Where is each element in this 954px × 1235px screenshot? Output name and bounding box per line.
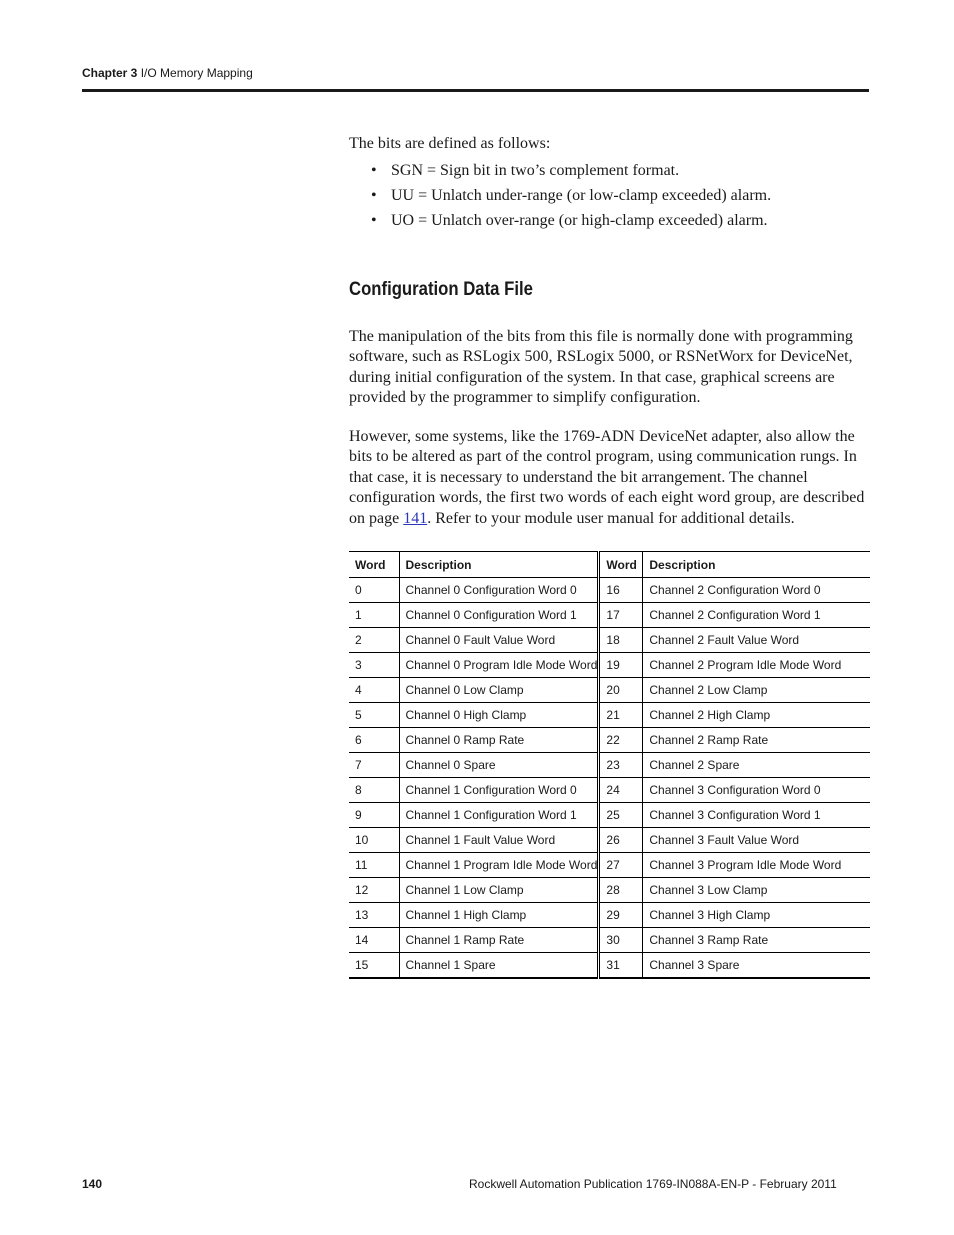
cell-description: Channel 1 Configuration Word 1 [399, 803, 599, 828]
cell-description: Channel 0 Fault Value Word [399, 628, 599, 653]
running-header [82, 66, 869, 80]
cell-description: Channel 3 Fault Value Word [643, 828, 870, 853]
cell-word: 4 [349, 678, 399, 703]
paragraph-programming: The manipulation of the bits from this file is normally done with programming software, such as RSLogix 500, RSLogix 5000, or RSNetWorx for DeviceNet, during initial configuration of the system. In that case, graphical screens are provided by the programmer to simplify configuration. [349, 328, 853, 407]
cell-word: 3 [349, 653, 399, 678]
cell-description: Channel 3 Low Clamp [643, 878, 870, 903]
cell-word: 0 [349, 578, 399, 603]
column-header-word: Word [599, 552, 643, 578]
cell-word: 26 [599, 828, 643, 853]
cell-description: Channel 2 Low Clamp [643, 678, 870, 703]
table-row [349, 778, 870, 803]
table-row [349, 603, 870, 628]
table-row [349, 703, 870, 728]
cell-word: 8 [349, 778, 399, 803]
table-row [349, 828, 870, 853]
list-item: • UU = Unlatch under-range (or low-clamp exceeded) alarm. [349, 183, 871, 208]
cell-description: Channel 0 Low Clamp [399, 678, 599, 703]
column-header-word: Word [349, 552, 399, 578]
cell-description: Channel 3 Configuration Word 0 [643, 778, 870, 803]
table-row [349, 878, 870, 903]
cell-word: 15 [349, 953, 399, 979]
cell-description: Channel 0 Configuration Word 0 [399, 578, 599, 603]
cell-word: 11 [349, 853, 399, 878]
cell-description: Channel 0 Configuration Word 1 [399, 603, 599, 628]
cell-description: Channel 3 Configuration Word 1 [643, 803, 870, 828]
cell-word: 19 [599, 653, 643, 678]
table-row [349, 803, 870, 828]
cell-word: 29 [599, 903, 643, 928]
cell-word: 6 [349, 728, 399, 753]
cell-word: 18 [599, 628, 643, 653]
cell-description: Channel 2 Configuration Word 1 [643, 603, 870, 628]
table-row [349, 728, 870, 753]
table-row [349, 753, 870, 778]
table-row [349, 678, 870, 703]
cell-description: Channel 3 Spare [643, 953, 870, 979]
cell-description: Channel 1 Fault Value Word [399, 828, 599, 853]
table-row [349, 628, 870, 653]
cell-description: Channel 2 Fault Value Word [643, 628, 870, 653]
cell-word: 22 [599, 728, 643, 753]
cell-description: Channel 2 Configuration Word 0 [643, 578, 870, 603]
cell-word: 27 [599, 853, 643, 878]
cell-description: Channel 1 High Clamp [399, 903, 599, 928]
cell-word: 23 [599, 753, 643, 778]
cell-description: Channel 2 Program Idle Mode Word [643, 653, 870, 678]
paragraph-text: However, some systems, like the 1769-ADN DeviceNet adapter, also allow the bits to be altered as part of the control program, using communication rungs. In that case, it is necessary to understand the bit arrangement. The channel configuration words, the first two words of each eight word group, are described on page [349, 428, 865, 527]
table-header-row [349, 552, 870, 578]
column-header-description: Description [643, 552, 870, 578]
publication-info: Rockwell Automation Publication 1769-IN088A-EN-P - February 2011 [469, 1177, 837, 1191]
cell-description: Channel 0 High Clamp [399, 703, 599, 728]
cell-word: 25 [599, 803, 643, 828]
table-row [349, 953, 870, 979]
cell-word: 9 [349, 803, 399, 828]
cell-word: 7 [349, 753, 399, 778]
cell-word: 5 [349, 703, 399, 728]
cell-description: Channel 0 Spare [399, 753, 599, 778]
cell-description: Channel 3 High Clamp [643, 903, 870, 928]
cell-description: Channel 1 Low Clamp [399, 878, 599, 903]
column-header-description: Description [399, 552, 599, 578]
cell-description: Channel 3 Ramp Rate [643, 928, 870, 953]
header-rule [82, 89, 869, 92]
cell-description: Channel 1 Ramp Rate [399, 928, 599, 953]
cell-word: 2 [349, 628, 399, 653]
cell-word: 14 [349, 928, 399, 953]
cell-description: Channel 2 Ramp Rate [643, 728, 870, 753]
page-link[interactable]: 141 [403, 509, 428, 527]
cell-word: 28 [599, 878, 643, 903]
cell-word: 30 [599, 928, 643, 953]
cell-word: 24 [599, 778, 643, 803]
bits-definition [349, 134, 871, 233]
table-row [349, 903, 870, 928]
cell-description: Channel 0 Ramp Rate [399, 728, 599, 753]
cell-word: 16 [599, 578, 643, 603]
cell-description: Channel 1 Spare [399, 953, 599, 979]
cell-description: Channel 1 Program Idle Mode Word [399, 853, 599, 878]
cell-description: Channel 2 Spare [643, 753, 870, 778]
chapter-title: I/O Memory Mapping [140, 66, 253, 80]
cell-description: Channel 2 High Clamp [643, 703, 870, 728]
table-row [349, 928, 870, 953]
table-row [349, 578, 870, 603]
page-number: 140 [82, 1177, 103, 1191]
list-item: • UO = Unlatch over-range (or high-clamp exceeded) alarm. [349, 208, 871, 233]
cell-word: 17 [599, 603, 643, 628]
section-title: Configuration Data File [349, 279, 533, 300]
paragraph-bit-arrangement [349, 427, 871, 529]
paragraph-text: . Refer to your module user manual for additional details. [427, 509, 795, 527]
cell-description: Channel 3 Program Idle Mode Word [643, 853, 870, 878]
table-row [349, 653, 870, 678]
bit-list [349, 158, 871, 233]
cell-description: Channel 1 Configuration Word 0 [399, 778, 599, 803]
list-item: • SGN = Sign bit in two’s complement format. [349, 158, 871, 183]
table-row [349, 853, 870, 878]
cell-word: 20 [599, 678, 643, 703]
cell-word: 12 [349, 878, 399, 903]
chapter-label: Chapter 3 [82, 66, 138, 80]
cell-word: 31 [599, 953, 643, 979]
cell-word: 10 [349, 828, 399, 853]
cell-word: 1 [349, 603, 399, 628]
cell-word: 21 [599, 703, 643, 728]
cell-word: 13 [349, 903, 399, 928]
configuration-word-table [349, 551, 870, 979]
cell-description: Channel 0 Program Idle Mode Word [399, 653, 599, 678]
intro-text: The bits are defined as follows: [349, 135, 551, 152]
